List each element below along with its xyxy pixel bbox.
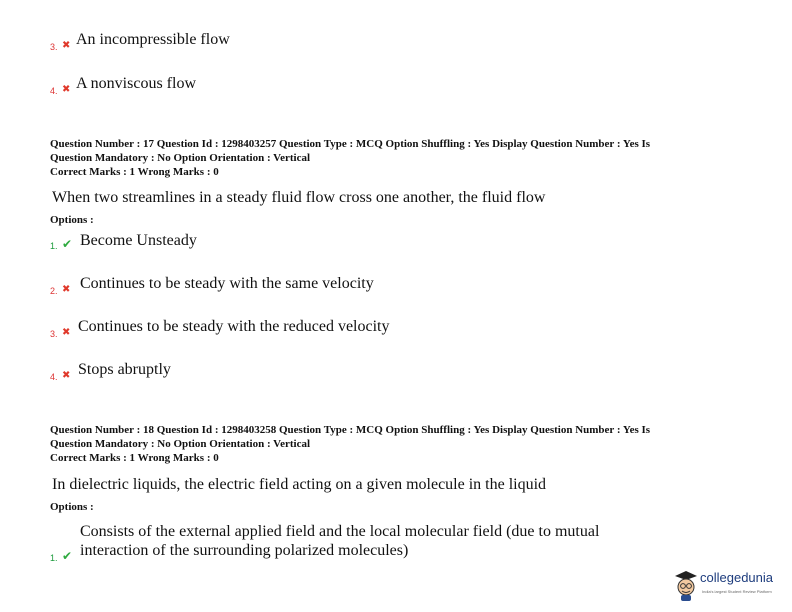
check-icon: ✔ [62,237,73,251]
cross-icon: ✖ [62,327,71,338]
option-text [80,522,599,560]
check-icon: ✔ [62,549,73,563]
option-text: Stops abruptly [78,361,171,378]
option-text: Become Unsteady [80,232,197,249]
cross-icon: ✖ [62,284,71,295]
options-label: Options : [50,501,94,513]
option-text: An incompressible flow [76,31,230,48]
meta-line: Question Number : 18 Question Id : 1298403258 Question Type : MCQ Option Shuffling : Yes Display Question Number : Yes Is [50,424,651,436]
meta-line: Question Mandatory : No Option Orientation : Vertical [50,438,311,450]
meta-line: Correct Marks : 1 Wrong Marks : 0 [50,452,219,464]
option-text-line: interaction of the surrounding polarized molecules) [80,542,409,559]
question-text: In dielectric liquids, the electric field acting on a given molecule in the liquid [52,476,547,493]
option-3 [50,30,230,52]
option-number: 4. [50,86,58,96]
option-number: 1. [50,241,58,251]
option-number: 4. [50,372,58,382]
question-meta [50,423,750,465]
meta-line: Question Number : 17 Question Id : 1298403257 Question Type : MCQ Option Shuffling : Yes Display Question Number : Yes Is [50,138,651,150]
option-4 [50,360,171,382]
option-text-line: Consists of the external applied field and the local molecular field (due to mutual [80,523,600,540]
option-number: 3. [50,42,58,52]
option-1 [50,522,599,564]
options-label: Options : [50,214,94,226]
question-text: When two streamlines in a steady fluid flow cross one another, the fluid flow [52,189,546,206]
option-text: Continues to be steady with the same velocity [80,275,374,292]
option-3 [50,317,389,339]
cross-icon: ✖ [62,84,71,95]
option-number: 2. [50,286,58,296]
option-text: A nonviscous flow [76,75,196,92]
question-meta [50,137,750,179]
option-2 [50,274,374,296]
option-number: 1. [50,553,58,563]
option-4 [50,74,196,96]
meta-line: Question Mandatory : No Option Orientation : Vertical [50,152,311,164]
mascot-icon [672,568,700,602]
logo-tagline: India's largest Student Review Platform [702,589,772,594]
cross-icon: ✖ [62,370,71,381]
logo-name: collegedunia [700,570,774,585]
option-number: 3. [50,329,58,339]
option-text: Continues to be steady with the reduced velocity [78,318,390,335]
collegedunia-logo [672,568,790,604]
meta-line: Correct Marks : 1 Wrong Marks : 0 [50,166,219,178]
cross-icon: ✖ [62,40,71,51]
option-1 [50,231,197,252]
